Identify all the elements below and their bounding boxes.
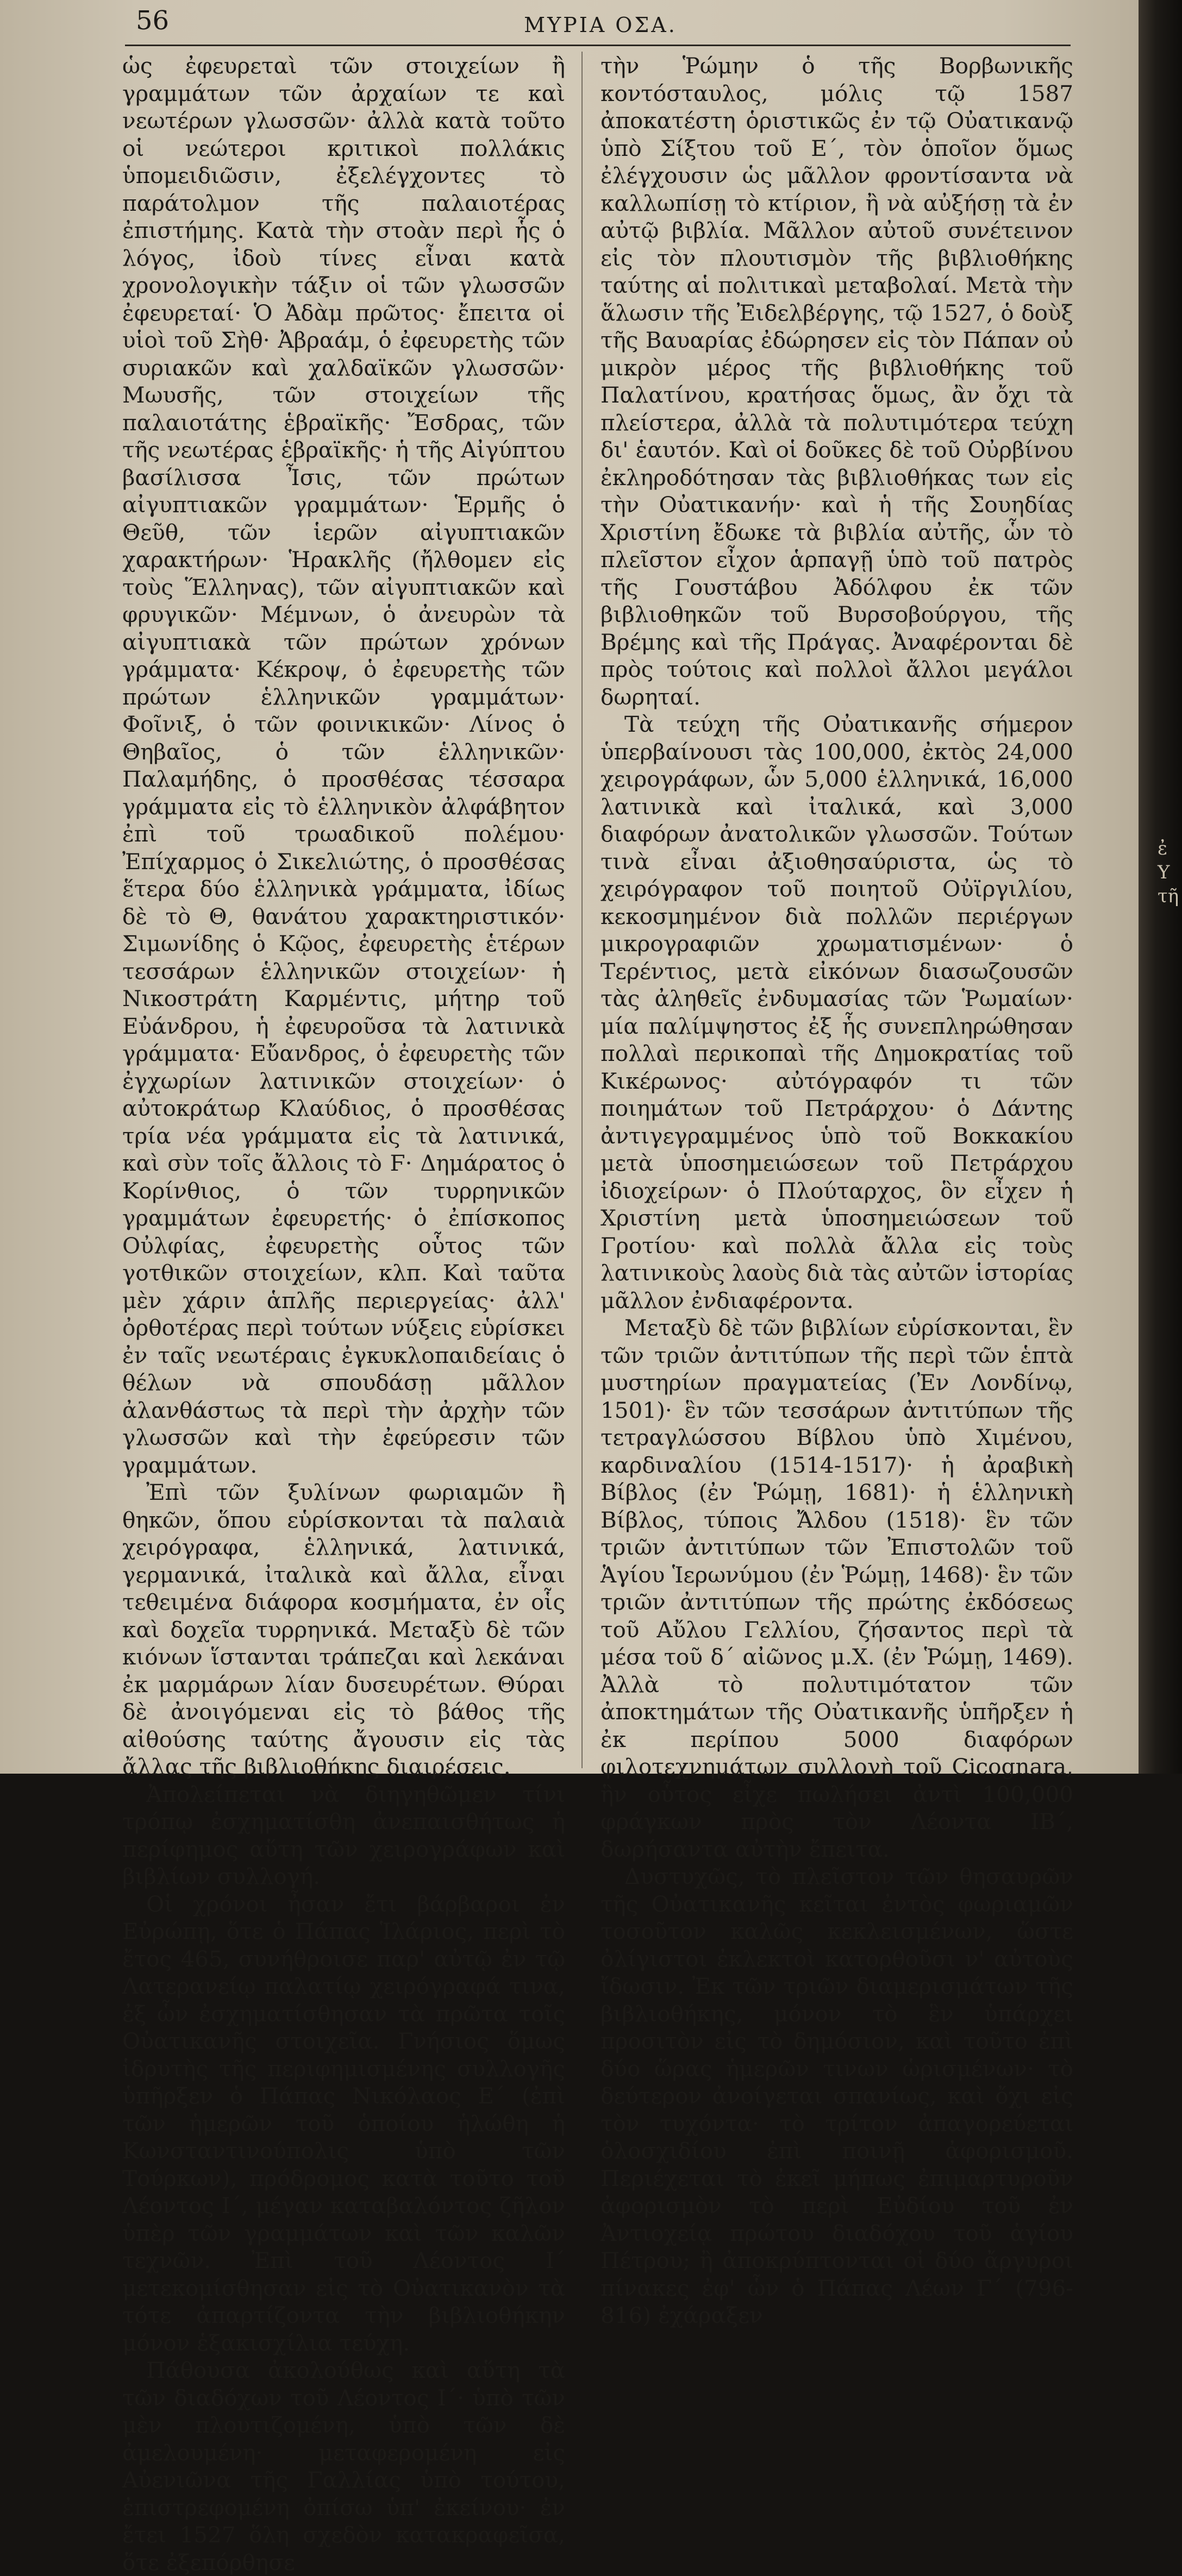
- page-number: 56: [136, 5, 170, 36]
- paragraph: Δυστυχῶς, τὸ πλεῖστον τῶν θησαυρῶν τῆς Οὐατικανῆς κεῖται ἐντὸς φωριαμῶν τοσοῦτον καλῶς κεκλεισμένων, ὥστε ὀλίγιστοι ἐκλεκτοὶ κατορθοῦσι ν' αὐτοὺς ἴδωσιν. Ἐκ τῶν τριῶν διαμερισμάτων τῆς βιβλιοθήκης, μόνον τὸ ἓν ὑπάρχει προσιτὸν εἰς τὸ δημόσιον, καὶ τοῦτο ἐπὶ δύο ὥρας ἡμερῶν τινων ὡρισμένων· τὸ δεύτερον ἀνοίγεται σπανίως, καὶ ὄχι εἰς τὸν τυχόντα· τὸ τρίτον ἀπαγορεύεται ὁλοσχιδίου ἐπὶ ποινῇ ἀφορισμοῦ. Περιέχεται τὸ ἐκεῖ μήπως ἐπιμαρτυροῦν ἀφορισμὸν τὸ περὶ Εὐδίου τοῦ ἐν Ἀντιοχείᾳ πρώτου διαδόχου τοῦ ἁγίου Πέτρου; ἢ ἀποκρύπτονται οἱ δύο ἄργυροι πίνακες ἐφ' ὧν ὁ Πάπας Λέων Γ΄ (796-816) ἐχάραξεν: [601, 1863, 1073, 2328]
- column-divider: [581, 52, 583, 1768]
- right-column: [601, 52, 1073, 2329]
- paragraph: Ἐπὶ τῶν ξυλίνων φωριαμῶν ἢ θηκῶν, ὅπου εὑρίσκονται τὰ παλαιὰ χειρόγραφα, ἑλληνικά, λατινικά, γερμανικά, ἰταλικὰ καὶ ἄλλα, εἶναι τεθειμένα διάφορα κοσμήματα, ἐν οἷς καὶ δοχεῖα τυρρηνικά. Μεταξὺ δὲ τῶν κιόνων ἵστανται τράπεζαι καὶ λεκάναι ἐκ μαρμάρων λίαν δυσευρέτων. Θύραι δὲ ἀνοιγόμεναι εἰς τὸ βάθος τῆς αἰθούσης ταύτης ἄγουσιν εἰς τὰς ἄλλας τῆς βιβλιοθήκης διαιρέσεις.: [122, 1479, 565, 1780]
- paragraph: τὴν Ῥώμην ὁ τῆς Βορβωνικῆς κοντόσταυλος, μόλις τῷ 1587 ἀποκατέστη ὁριστικῶς ἐν τῷ Οὐατικανῷ ὑπὸ Σίξτου τοῦ Ε΄, τὸν ὁποῖον ὅμως ἐλέγχουσιν ὡς μᾶλλον φροντίσαντα νὰ καλλωπίσῃ τὸ κτίριον, ἢ νὰ αὐξήσῃ τὰ ἐν αὐτῷ βιβλία. Μᾶλλον αὐτοῦ συνέτεινον εἰς τὸν πλουτισμὸν τῆς βιβλιοθήκης ταύτης αἱ πολιτικαὶ μεταβολαί. Μετὰ τὴν ἅλωσιν τῆς Ἐιδελβέργης, τῷ 1527, ὁ δοὺξ τῆς Βαυαρίας ἐδώρησεν εἰς τὸν Πάπαν οὐ μικρὸν μέρος τῆς βιβλιοθήκης τοῦ Παλατίνου, κρατήσας ὅμως, ἂν ὄχι τὰ πλείστερα, ἀλλὰ τὰ πολυτιμότερα τεύχη δι' ἑαυτόν. Καὶ οἱ δοῦκες δὲ τοῦ Οὐρβίνου ἐκληροδότησαν τὰς βιβλιοθήκας των εἰς τὴν Οὐατικανήν· καὶ ἡ τῆς Σουηδίας Χριστίνη ἔδωκε τὰ βιβλία αὐτῆς, ὧν τὸ πλεῖστον εἶχον ἁρπαγῇ ὑπὸ τοῦ πατρὸς τῆς Γουστάβου Ἀδόλφου ἐκ τῶν βιβλιοθηκῶν τοῦ Βυρσοβούργου, τῆς Βρέμης καὶ τῆς Πράγας. Ἀναφέρονται δὲ πρὸς τούτοις καὶ πολλοὶ ἄλλοι μεγάλοι δωρηταί.: [601, 53, 1073, 710]
- facing-letter: ἐ: [1158, 838, 1168, 859]
- paragraph: Τὰ τεύχη τῆς Οὐατικανῆς σήμερον ὑπερβαίνουσι τὰς 100,000, ἐκτὸς 24,000 χειρογράφων, ὧν 5,000 ἑλληνικά, 16,000 λατινικὰ καὶ ἰταλικά, καὶ 3,000 διαφόρων ἀνατολικῶν γλωσσῶν. Τούτων τινὰ εἶναι ἀξιοθησαύριστα, ὡς τὸ χειρόγραφον τοῦ ποιητοῦ Οὐϊργιλίου, κεκοσμημένον διὰ πολλῶν περιέργων μικρογραφιῶν χρωματισμένων· ὁ Τερέντιος, μετὰ εἰκόνων διασωζουσῶν τὰς ἀληθεῖς ἐνδυμασίας τῶν Ῥωμαίων· μία παλίμψηστος ἐξ ἧς συνεπληρώθησαν πολλαὶ περικοπαὶ τῆς Δημοκρατίας τοῦ Κικέρωνος· αὐτόγραφόν τι τῶν ποιημάτων τοῦ Πετράρχου· ὁ Δάντης ἀντιγεγραμμένος ὑπὸ τοῦ Βοκκακίου μετὰ ὑποσημειώσεων τοῦ Πετράρχου ἰδιοχείρων· ὁ Πλούταρχος, ὃν εἶχεν ἡ Χριστίνη μετὰ ὑποσημειώσεων τοῦ Γροτίου· καὶ πολλὰ ἄλλα εἰς τοὺς λατινικοὺς λαοὺς διὰ τὰς αὐτῶν ἱστορίας μᾶλλον ἐνδιαφέροντα.: [601, 711, 1073, 1314]
- facing-letter: Υ: [1158, 862, 1170, 883]
- facing-page-letters: [1158, 837, 1179, 908]
- paragraph: Ἀπολείπεται νὰ διηγηθῶμεν τίνι τρόπῳ ἐσχηματίσθη ἀνεπαισθήτως ἡ περίφημος αὕτη τῶν χειρογράφων καὶ βιβλίων συλλογή.: [122, 1781, 565, 1889]
- header-rule: [125, 45, 1071, 46]
- paragraph: Μεταξὺ δὲ τῶν βιβλίων εὑρίσκονται, ἓν τῶν τριῶν ἀντιτύπων τῆς περὶ τῶν ἑπτὰ μυστηρίων πραγματείας (Ἐν Λονδίνῳ, 1501)· ἓν τῶν τεσσάρων ἀντιτύπων τῆς τετραγλώσσου Βίβλου ὑπὸ Χιμένου, καρδιναλίου (1514-1517)· ἡ ἀραβικὴ Βίβλος (ἐν Ῥώμῃ, 1681)· ἡ ἑλληνικὴ Βίβλος, τύποις Ἄλδου (1518)· ἓν τῶν τριῶν ἀντιτύπων τῶν Ἐπιστολῶν τοῦ Ἁγίου Ἱερωνύμου (ἐν Ῥώμῃ, 1468)· ἓν τῶν τριῶν ἀντιτύπων τῆς πρώτης ἐκδόσεως τοῦ Αὔλου Γελλίου, ζήσαντος περὶ τὰ μέσα τοῦ δ΄ αἰῶνος μ.Χ. (ἐν Ῥώμῃ, 1469). Ἀλλὰ τὸ πολυτιμότατον τῶν ἀποκτημάτων τῆς Οὐατικανῆς ὑπῆρξεν ἡ ἐκ περίπου 5000 διαφόρων φιλοτεχνημάτων συλλογὴ τοῦ Cicognara, ἣν οὗτος εἶχε πωλήσει ἀντὶ 100,000 φράγκων πρὸς τὸν Λέοντα ΙΒ΄, δωρήσαντα αὐτὴν ἔπειτα.: [601, 1315, 1073, 1862]
- running-title: ΜΥΡΙΑ ΟΣΑ.: [524, 13, 677, 37]
- page-header: [125, 5, 1076, 43]
- paragraph: Πάθουσα ἀκολούθως καὶ αὕτη τὰ τῶν διαδόχων τοῦ Λέοντος Ι΄· ὑπὸ τῶν μὲν πλουτιζομένη, ὑπὸ τῶν δὲ ἀμελουμένη· μεταφερομένη εἰς Αὐενιῶνα τῆς Γαλλίας ὑπὸ τούτου, ἐπιστρεφομένη ὀπίσω ὑπ' ἐκείνου· ἐν ἔτει 1527 ὅλη σχεδὸν κατακραφεῖσα, ὅτε ἐξεπόρθησε: [122, 2357, 565, 2575]
- paragraph: Οἱ χρόνοι ἦσαν ἔτι βάρβαροι ἐν Εὐρώπῃ, ὅτε ὁ Πάπας Ἱλάριος, περὶ τὸ ἔτος 465, συνήθροισε παρ' αὐτῷ ἐν τῷ Λατερανείῳ παλατίῳ χειρόγραφά τινα, ἐξ ὧν ἐσχηματίσθησαν τὰ πρῶτα τοῖς Οὐατικανῆς στοιχεῖα. Γνήσιος ὅμως ἱδρυτὴς τῆς περιφημισμένης συλλογῆς ὑπῆρξεν ὁ Πάπας Νικόλαος Ε΄ (ἐπὶ τῶν ἡμερῶν τοῦ ὁποίου ἡλώθη ἡ Κωνσταντινούπολις ὑπὸ τῶν Τούρκων), πρόδρομος κατὰ τοῦτο τοῦ Λέοντος Ι΄, μέγαν καταβαλόντος ζῆλον ὑπὲρ τῶν γραμμάτων καὶ τῶν καλῶν τεχνῶν. Ἐπὶ τοῦ Λέοντος Ι΄ μετεκομίσθησαν εἰς τὸ Οὐατικανὸν τὰ τότε ἀπαρτίζοντα τὴν βιβλιοθήκην μόνον ἑξακισχίλια τεύχη.: [122, 1890, 565, 2356]
- paragraph: ὡς ἐφευρεταὶ τῶν στοιχείων ἢ γραμμάτων τῶν ἀρχαίων τε καὶ νεωτέρων γλωσσῶν· ἀλλὰ κατὰ τοῦτο οἱ νεώτεροι κριτικοὶ πολλάκις ὑπομειδιῶσιν, ἐξελέγχοντες τὸ παράτολμον τῆς παλαιοτέρας ἐπιστήμης. Κατὰ τὴν στοὰν περὶ ἧς ὁ λόγος, ἰδοὺ τίνες εἶναι κατὰ χρονολογικὴν τάξιν οἱ τῶν γλωσσῶν ἐφευρεταί· Ὁ Ἀδὰμ πρῶτος· ἔπειτα οἱ υἱοὶ τοῦ Σὴθ· Ἀβραάμ, ὁ ἐφευρετὴς τῶν συριακῶν καὶ χαλδαϊκῶν γλωσσῶν· Μωυσῆς, τῶν στοιχείων τῆς παλαιοτάτης ἑβραϊκῆς· Ἔσδρας, τῶν τῆς νεωτέρας ἑβραϊκῆς· ἡ τῆς Αἰγύπτου βασίλισσα Ἶσις, τῶν πρώτων αἰγυπτιακῶν γραμμάτων· Ἑρμῆς ὁ Θεῦθ, τῶν ἱερῶν αἰγυπτιακῶν χαρακτήρων· Ἡρακλῆς (ἤλθομεν εἰς τοὺς Ἕλληνας), τῶν αἰγυπτιακῶν καὶ φρυγικῶν· Μέμνων, ὁ ἀνευρὼν τὰ αἰγυπτιακὰ τῶν πρώτων χρόνων γράμματα· Κέκροψ, ὁ ἐφευρετὴς τῶν πρώτων ἑλληνικῶν γραμμάτων· Φοῖνιξ, ὁ τῶν φοινικικῶν· Λίνος ὁ Θηβαῖος, ὁ τῶν ἑλληνικῶν· Παλαμήδης, ὁ προσθέσας τέσσαρα γράμματα εἰς τὸ ἑλληνικὸν ἀλφάβητον ἐπὶ τοῦ τρωαδικοῦ πολέμου· Ἐπίχαρμος ὁ Σικελιώτης, ὁ προσθέσας ἕτερα δύο ἑλληνικὰ γράμματα, ἰδίως δὲ τὸ Θ, θανάτου χαρακτηριστικόν· Σιμωνίδης ὁ Κῷος, ἐφευρετὴς ἑτέρων τεσσάρων ἑλληνικῶν στοιχείων· ἡ Νικοστράτη Καρμέντις, μήτηρ τοῦ Εὐάνδρου, ἡ ἐφευροῦσα τὰ λατινικὰ γράμματα· Εὔανδρος, ὁ ἐφευρετὴς τῶν ἐγχωρίων λατινικῶν στοιχείων· ὁ αὐτοκράτωρ Κλαύδιος, ὁ προσθέσας τρία νέα γράμματα εἰς τὰ λατινικά, καὶ σὺν τοῖς ἄλλοις τὸ Ϝ· Δημάρατος ὁ Κορίνθιος, ὁ τῶν τυρρηνικῶν γραμμάτων ἐφευρετής· ὁ ἐπίσκοπος Οὐλφίας, ἐφευρετὴς οὗτος τῶν γοτθικῶν στοιχείων, κλπ. Καὶ ταῦτα μὲν χάριν ἁπλῆς περιεργείας· ἀλλ' ὀρθοτέρας περὶ τούτων νύξεις εὑρίσκει ἐν ταῖς νεωτέραις ἐγκυκλοπαιδείαις ὁ θέλων νὰ σπουδάσῃ μᾶλλον ἀλανθάστως τὰ περὶ τὴν ἀρχὴν τῶν γλωσσῶν καὶ τὴν ἐφεύρεσιν τῶν γραμμάτων.: [122, 53, 565, 1478]
- facing-letter: τῆ: [1158, 885, 1179, 907]
- left-column: [122, 52, 565, 2576]
